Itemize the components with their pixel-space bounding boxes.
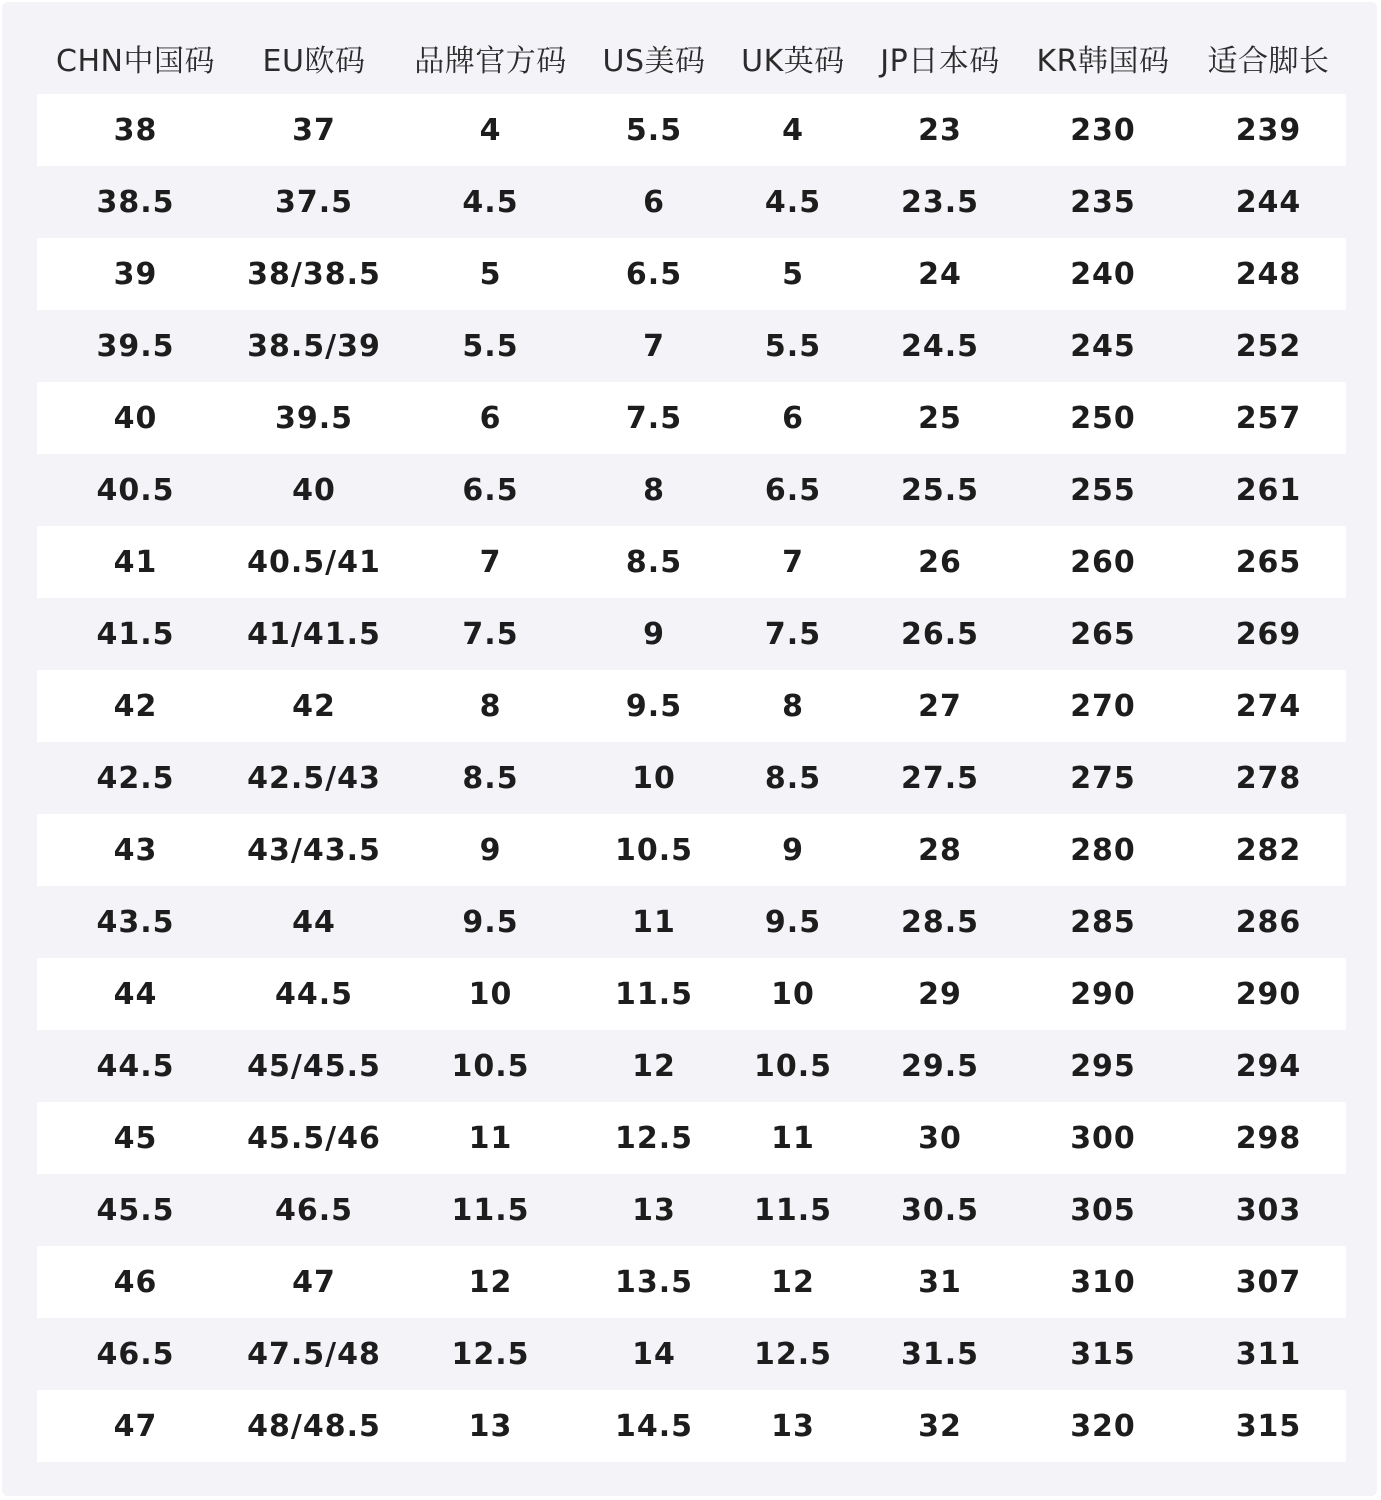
- cell-jp: 31: [865, 1246, 1015, 1318]
- cell-jp: 30.5: [865, 1174, 1015, 1246]
- cell-brand: 8: [394, 670, 587, 742]
- cell-jp: 23.5: [865, 166, 1015, 238]
- table-row: [37, 166, 1346, 238]
- cell-foot-length: 311: [1191, 1318, 1346, 1390]
- cell-kr: 300: [1015, 1102, 1191, 1174]
- cell-brand: 9: [394, 814, 587, 886]
- cell-kr: 320: [1015, 1390, 1191, 1462]
- cell-eu: 39.5: [234, 382, 394, 454]
- cell-brand: 12: [394, 1246, 587, 1318]
- cell-brand: 7.5: [394, 598, 587, 670]
- cell-foot-length: 261: [1191, 454, 1346, 526]
- cell-chn: 44: [37, 958, 234, 1030]
- table-row: [37, 1246, 1346, 1318]
- cell-eu: 37: [234, 94, 394, 166]
- cell-jp: 26.5: [865, 598, 1015, 670]
- cell-us: 9.5: [587, 670, 721, 742]
- header-brand: 品牌官方码: [414, 44, 567, 79]
- cell-eu: 40: [234, 454, 394, 526]
- cell-jp: 24: [865, 238, 1015, 310]
- cell-foot-length: 303: [1191, 1174, 1346, 1246]
- cell-chn: 39.5: [37, 310, 234, 382]
- cell-eu: 47: [234, 1246, 394, 1318]
- cell-kr: 260: [1015, 526, 1191, 598]
- cell-kr: 315: [1015, 1318, 1191, 1390]
- cell-foot-length: 265: [1191, 526, 1346, 598]
- cell-chn: 42.5: [37, 742, 234, 814]
- cell-chn: 39: [37, 238, 234, 310]
- cell-foot-length: 282: [1191, 814, 1346, 886]
- table-row: [37, 742, 1346, 814]
- cell-foot-length: 315: [1191, 1390, 1346, 1462]
- cell-jp: 27.5: [865, 742, 1015, 814]
- cell-chn: 42: [37, 670, 234, 742]
- table-row: [37, 1030, 1346, 1102]
- table-row: [37, 454, 1346, 526]
- size-chart-panel: [2, 2, 1377, 1496]
- header-row: [37, 22, 1346, 94]
- cell-kr: 230: [1015, 94, 1191, 166]
- cell-chn: 45: [37, 1102, 234, 1174]
- table-row: [37, 1174, 1346, 1246]
- cell-chn: 43: [37, 814, 234, 886]
- cell-brand: 4: [394, 94, 587, 166]
- cell-jp: 27: [865, 670, 1015, 742]
- cell-kr: 255: [1015, 454, 1191, 526]
- cell-us: 12.5: [587, 1102, 721, 1174]
- cell-foot-length: 294: [1191, 1030, 1346, 1102]
- cell-brand: 8.5: [394, 742, 587, 814]
- cell-brand: 13: [394, 1390, 587, 1462]
- cell-brand: 7: [394, 526, 587, 598]
- cell-brand: 6.5: [394, 454, 587, 526]
- cell-uk: 6.5: [721, 454, 865, 526]
- cell-uk: 6: [721, 382, 865, 454]
- cell-uk: 10: [721, 958, 865, 1030]
- cell-foot-length: 307: [1191, 1246, 1346, 1318]
- cell-jp: 32: [865, 1390, 1015, 1462]
- table-row: [37, 1318, 1346, 1390]
- table-row: [37, 886, 1346, 958]
- header-jp: JP日本码: [880, 44, 1000, 79]
- cell-eu: 43/43.5: [234, 814, 394, 886]
- cell-brand: 11.5: [394, 1174, 587, 1246]
- cell-eu: 41/41.5: [234, 598, 394, 670]
- table-row: [37, 1102, 1346, 1174]
- cell-jp: 26: [865, 526, 1015, 598]
- cell-us: 9: [587, 598, 721, 670]
- cell-jp: 25: [865, 382, 1015, 454]
- cell-uk: 5: [721, 238, 865, 310]
- cell-kr: 240: [1015, 238, 1191, 310]
- cell-us: 7: [587, 310, 721, 382]
- cell-us: 12: [587, 1030, 721, 1102]
- cell-uk: 13: [721, 1390, 865, 1462]
- cell-uk: 12: [721, 1246, 865, 1318]
- cell-eu: 38.5/39: [234, 310, 394, 382]
- cell-uk: 7.5: [721, 598, 865, 670]
- cell-us: 11: [587, 886, 721, 958]
- cell-uk: 7: [721, 526, 865, 598]
- shoe-size-table: [37, 22, 1346, 1462]
- cell-us: 8.5: [587, 526, 721, 598]
- cell-chn: 40.5: [37, 454, 234, 526]
- cell-brand: 10: [394, 958, 587, 1030]
- cell-eu: 44: [234, 886, 394, 958]
- cell-kr: 275: [1015, 742, 1191, 814]
- cell-uk: 9.5: [721, 886, 865, 958]
- cell-foot-length: 269: [1191, 598, 1346, 670]
- cell-jp: 25.5: [865, 454, 1015, 526]
- cell-eu: 48/48.5: [234, 1390, 394, 1462]
- cell-foot-length: 257: [1191, 382, 1346, 454]
- cell-kr: 280: [1015, 814, 1191, 886]
- cell-us: 14: [587, 1318, 721, 1390]
- cell-us: 11.5: [587, 958, 721, 1030]
- table-row: [37, 598, 1346, 670]
- cell-uk: 8: [721, 670, 865, 742]
- cell-foot-length: 252: [1191, 310, 1346, 382]
- cell-kr: 245: [1015, 310, 1191, 382]
- cell-foot-length: 290: [1191, 958, 1346, 1030]
- cell-eu: 42: [234, 670, 394, 742]
- header-chn: CHN中国码: [56, 44, 215, 79]
- cell-uk: 9: [721, 814, 865, 886]
- cell-jp: 24.5: [865, 310, 1015, 382]
- cell-uk: 10.5: [721, 1030, 865, 1102]
- cell-chn: 44.5: [37, 1030, 234, 1102]
- header-eu: EU欧码: [262, 44, 366, 79]
- table-row: [37, 670, 1346, 742]
- cell-kr: 305: [1015, 1174, 1191, 1246]
- cell-chn: 47: [37, 1390, 234, 1462]
- cell-jp: 28.5: [865, 886, 1015, 958]
- cell-uk: 4.5: [721, 166, 865, 238]
- cell-us: 8: [587, 454, 721, 526]
- cell-chn: 45.5: [37, 1174, 234, 1246]
- cell-us: 6: [587, 166, 721, 238]
- cell-foot-length: 239: [1191, 94, 1346, 166]
- cell-eu: 38/38.5: [234, 238, 394, 310]
- cell-foot-length: 298: [1191, 1102, 1346, 1174]
- cell-chn: 38: [37, 94, 234, 166]
- table-row: [37, 382, 1346, 454]
- cell-eu: 47.5/48: [234, 1318, 394, 1390]
- header-us: US美码: [602, 44, 706, 79]
- cell-kr: 270: [1015, 670, 1191, 742]
- table-row: [37, 238, 1346, 310]
- cell-jp: 29: [865, 958, 1015, 1030]
- table-row: [37, 814, 1346, 886]
- cell-chn: 46.5: [37, 1318, 234, 1390]
- cell-chn: 38.5: [37, 166, 234, 238]
- cell-brand: 5: [394, 238, 587, 310]
- cell-uk: 4: [721, 94, 865, 166]
- cell-chn: 43.5: [37, 886, 234, 958]
- cell-kr: 235: [1015, 166, 1191, 238]
- cell-eu: 44.5: [234, 958, 394, 1030]
- cell-us: 13.5: [587, 1246, 721, 1318]
- cell-jp: 29.5: [865, 1030, 1015, 1102]
- cell-brand: 11: [394, 1102, 587, 1174]
- cell-jp: 30: [865, 1102, 1015, 1174]
- cell-chn: 46: [37, 1246, 234, 1318]
- size-rows: [37, 94, 1346, 1462]
- cell-kr: 310: [1015, 1246, 1191, 1318]
- cell-uk: 11: [721, 1102, 865, 1174]
- cell-foot-length: 244: [1191, 166, 1346, 238]
- header-foot-length: 适合脚长: [1207, 44, 1330, 79]
- cell-brand: 5.5: [394, 310, 587, 382]
- table-row: [37, 94, 1346, 166]
- cell-jp: 28: [865, 814, 1015, 886]
- cell-eu: 45/45.5: [234, 1030, 394, 1102]
- cell-kr: 290: [1015, 958, 1191, 1030]
- table-row: [37, 526, 1346, 598]
- cell-us: 13: [587, 1174, 721, 1246]
- cell-kr: 295: [1015, 1030, 1191, 1102]
- cell-us: 10.5: [587, 814, 721, 886]
- table-row: [37, 958, 1346, 1030]
- cell-brand: 10.5: [394, 1030, 587, 1102]
- cell-brand: 6: [394, 382, 587, 454]
- cell-kr: 285: [1015, 886, 1191, 958]
- cell-uk: 8.5: [721, 742, 865, 814]
- cell-foot-length: 248: [1191, 238, 1346, 310]
- cell-chn: 41: [37, 526, 234, 598]
- cell-eu: 40.5/41: [234, 526, 394, 598]
- cell-foot-length: 286: [1191, 886, 1346, 958]
- cell-foot-length: 274: [1191, 670, 1346, 742]
- cell-chn: 41.5: [37, 598, 234, 670]
- cell-eu: 45.5/46: [234, 1102, 394, 1174]
- table-row: [37, 1390, 1346, 1462]
- cell-uk: 12.5: [721, 1318, 865, 1390]
- cell-eu: 42.5/43: [234, 742, 394, 814]
- cell-uk: 5.5: [721, 310, 865, 382]
- cell-kr: 250: [1015, 382, 1191, 454]
- cell-chn: 40: [37, 382, 234, 454]
- cell-us: 5.5: [587, 94, 721, 166]
- cell-brand: 4.5: [394, 166, 587, 238]
- cell-kr: 265: [1015, 598, 1191, 670]
- cell-jp: 31.5: [865, 1318, 1015, 1390]
- table-row: [37, 310, 1346, 382]
- header-uk: UK英码: [741, 44, 845, 79]
- cell-foot-length: 278: [1191, 742, 1346, 814]
- cell-eu: 37.5: [234, 166, 394, 238]
- cell-us: 7.5: [587, 382, 721, 454]
- cell-brand: 9.5: [394, 886, 587, 958]
- header-kr: KR韩国码: [1036, 44, 1170, 79]
- cell-uk: 11.5: [721, 1174, 865, 1246]
- cell-jp: 23: [865, 94, 1015, 166]
- cell-us: 10: [587, 742, 721, 814]
- cell-us: 6.5: [587, 238, 721, 310]
- cell-eu: 46.5: [234, 1174, 394, 1246]
- cell-brand: 12.5: [394, 1318, 587, 1390]
- cell-us: 14.5: [587, 1390, 721, 1462]
